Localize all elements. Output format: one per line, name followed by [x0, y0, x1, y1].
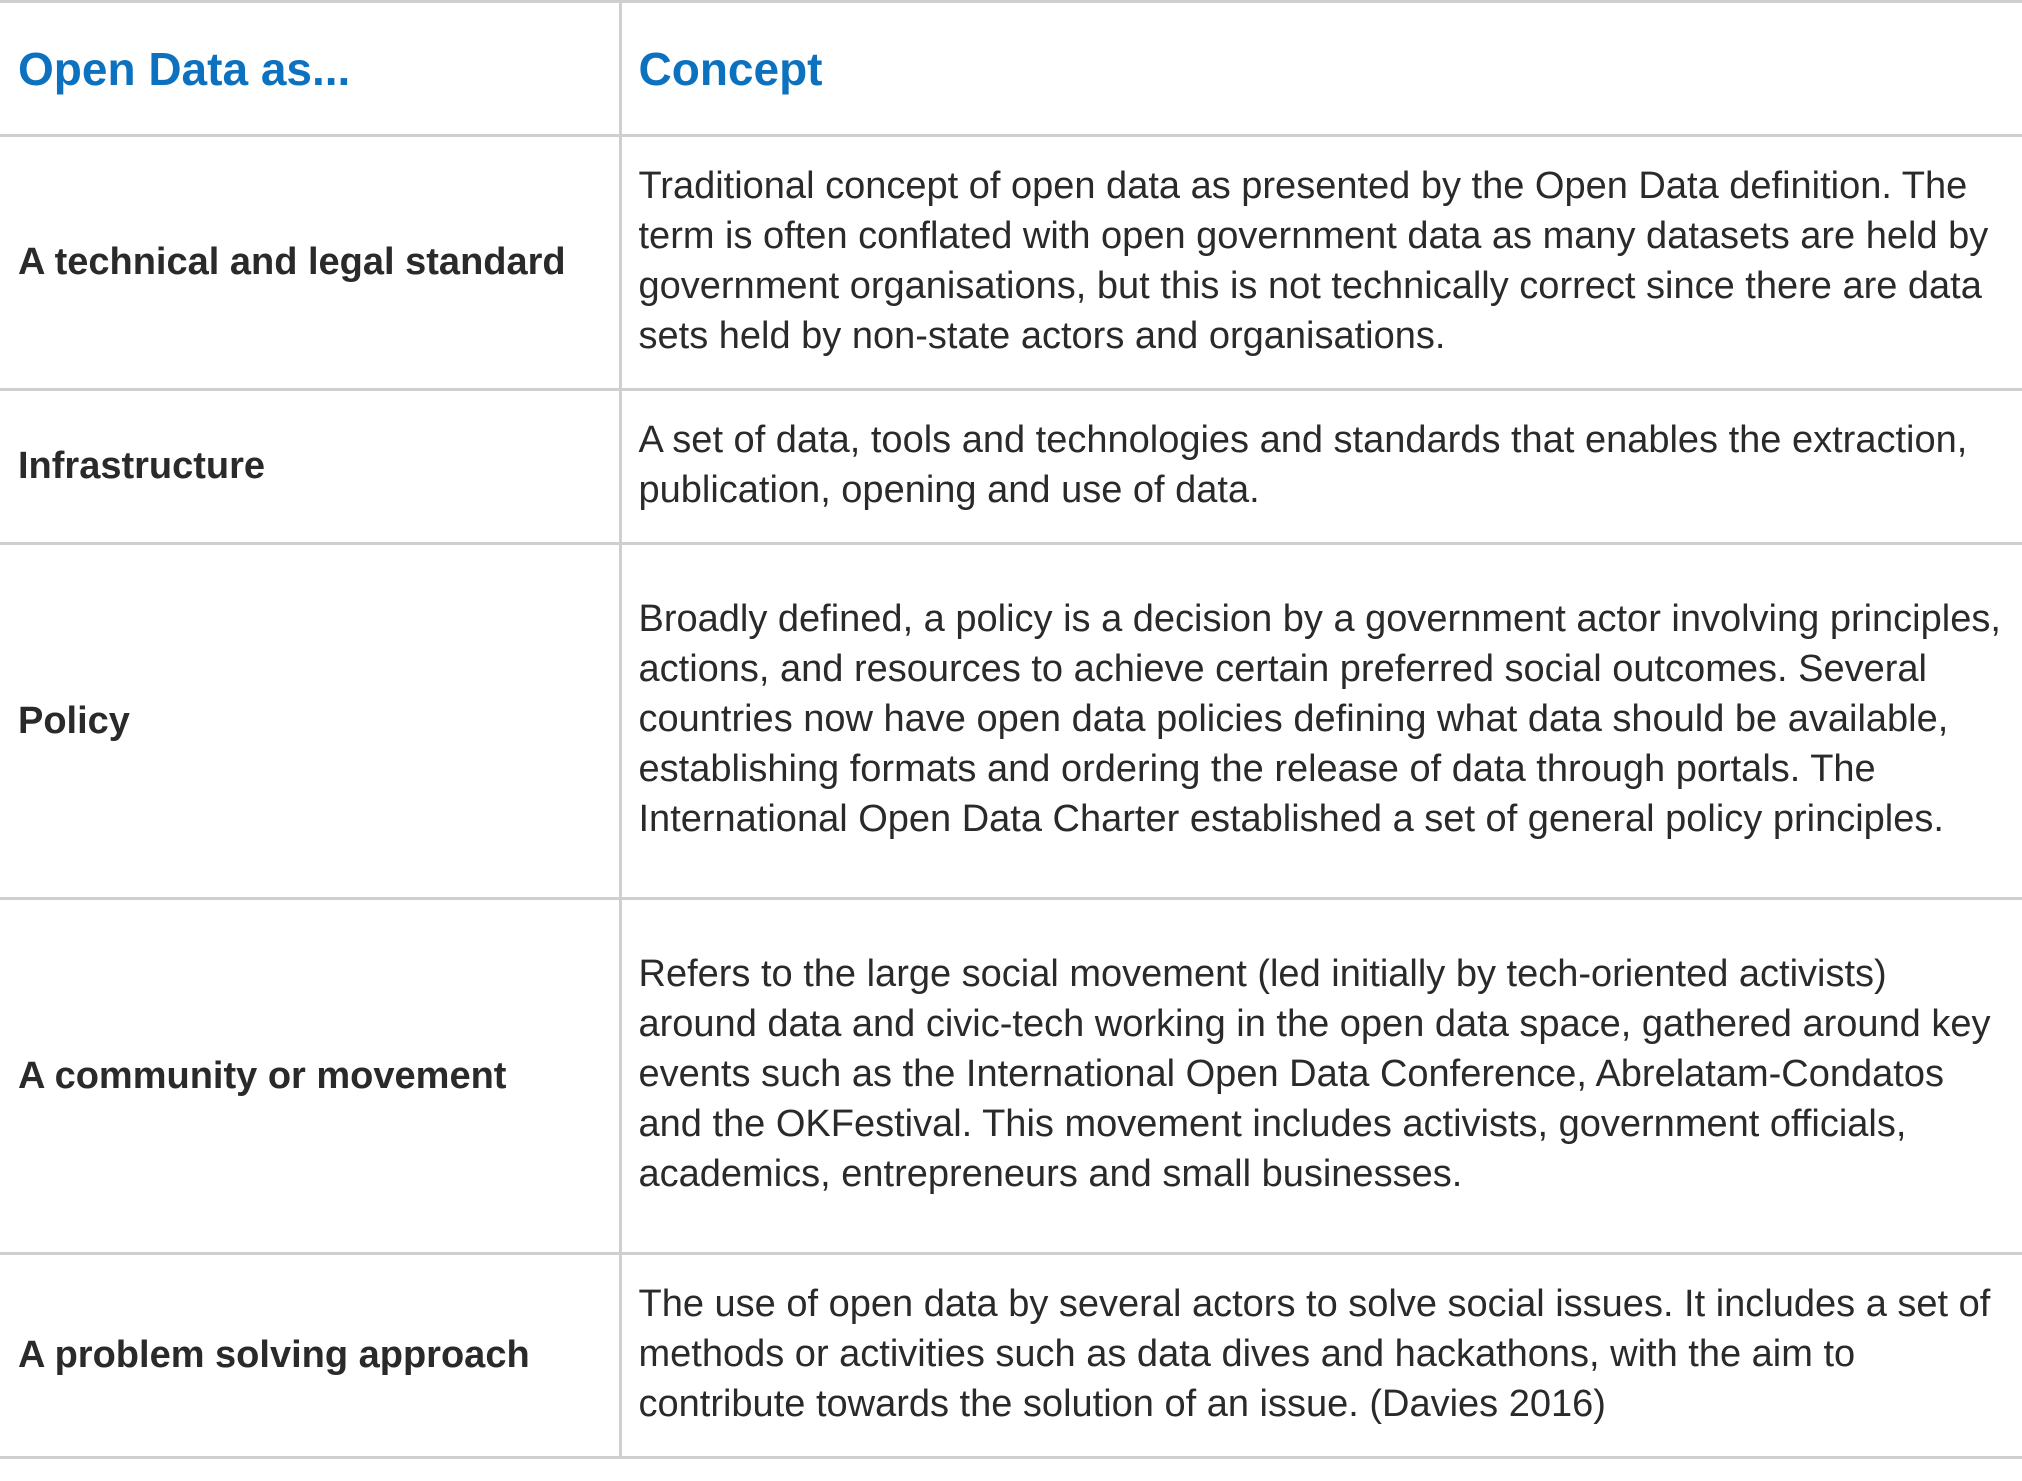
row-concept: The use of open data by several actors to solve social issues. It includes a set of methods or activities such as data dives and hackathons, with the aim to contribute towards the solution of an issue. (Davies 2016): [620, 1254, 2022, 1458]
table-row: [0, 136, 2022, 390]
row-label: Policy: [0, 544, 620, 899]
table-row: [0, 899, 2022, 1254]
table-header: [0, 2, 2022, 136]
header-row: [0, 2, 2022, 136]
row-concept: Broadly defined, a policy is a decision by a government actor involving principles, actions, and resources to achieve certain preferred social outcomes. Several countries now have open data policies defining what data should be available, establishing formats and ordering the release of data through portals. The International Open Data Charter established a set of general policy principles.: [620, 544, 2022, 899]
row-label: A problem solving approach: [0, 1254, 620, 1458]
table-row: [0, 544, 2022, 899]
row-label: A technical and legal standard: [0, 136, 620, 390]
row-label: Infrastructure: [0, 390, 620, 544]
row-label: A community or movement: [0, 899, 620, 1254]
table-row: [0, 1254, 2022, 1458]
row-concept: Refers to the large social movement (led initially by tech-oriented activists) around data and civic-tech working in the open data space, gathered around key events such as the International Open Data Conference, Abrelatam-Condatos and the OKFestival. This movement includes activists, government officials, academics, entrepreneurs and small businesses.: [620, 899, 2022, 1254]
table-body: [0, 136, 2022, 1458]
header-open-data-as: Open Data as...: [0, 2, 620, 136]
row-concept: Traditional concept of open data as presented by the Open Data definition. The term is often conflated with open government data as many datasets are held by government organisations, but this is not technically correct since there are data sets held by non-state actors and organisations.: [620, 136, 2022, 390]
row-concept: A set of data, tools and technologies and standards that enables the extraction, publication, opening and use of data.: [620, 390, 2022, 544]
header-concept: Concept: [620, 2, 2022, 136]
table-row: [0, 390, 2022, 544]
